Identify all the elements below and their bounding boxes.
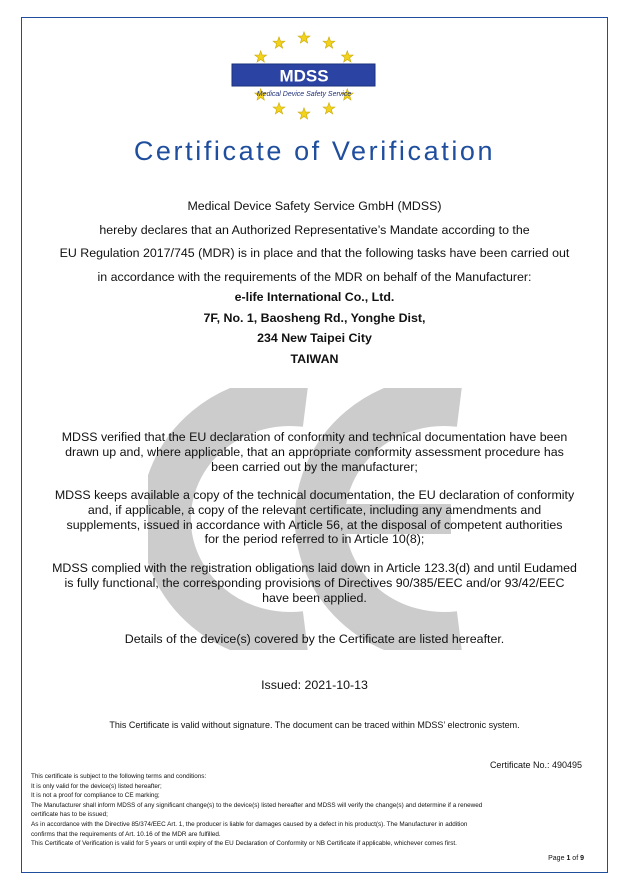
signature-validity-note: This Certificate is valid without signature. The document can be traced within MDSS’ electronic system.: [109, 720, 520, 730]
star-icon: [255, 51, 267, 62]
star-icon: [323, 37, 335, 48]
device-details-note: Details of the device(s) covered by the Certificate are listed hereafter.: [124, 632, 505, 646]
terms-line: It is not a proof for compliance to CE marking;: [31, 792, 160, 800]
terms-line: As in accordance with the Directive 85/374/EEC Art. 1, the producer is liable for damages caused by a defect in his product(s). The Manufacturer in addition: [31, 820, 468, 828]
certificate-number: Certificate No.: 490495: [489, 760, 582, 770]
intro-line: in accordance with the requirements of the MDR on behalf of the Manufacturer:: [97, 269, 532, 284]
paragraph-line: drawn up and, where applicable, that an appropriate conformity assessment procedure has: [65, 444, 564, 459]
star-icon: [298, 32, 310, 43]
terms-line: This Certificate of Verification is valid for 5 years or until expiry of the EU Declaration of Conformity or NB Certificate if applicable, whichever comes first.: [31, 840, 457, 848]
page-total: 9: [580, 855, 584, 862]
manufacturer-name: e-life International Co., Ltd.: [234, 290, 395, 304]
terms-line: certificate has to be issued;: [31, 811, 108, 819]
terms-line: confirms that the requirements of Art. 10.16 of the MDR are fulfilled.: [31, 830, 221, 838]
page-label: Page: [548, 855, 565, 862]
star-icon: [341, 51, 353, 62]
paragraph-line: been carried out by the manufacturer;: [211, 459, 418, 474]
paragraph-line: supplements, issued in accordance with Article 56, at the disposal of competent authorities: [66, 517, 563, 532]
intro-line: EU Regulation 2017/745 (MDR) is in place and that the following tasks have been carried out: [59, 246, 570, 260]
verification-paragraph: [40, 430, 589, 474]
declaration-intro: [0, 195, 629, 289]
issued-date: Issued: 2021-10-13: [261, 678, 368, 692]
paragraph-line: MDSS keeps available a copy of the technical documentation, the EU declaration of conformity: [54, 488, 575, 502]
logo-tagline-text: Medical Device Safety Service: [256, 91, 352, 98]
star-icon: [323, 103, 335, 114]
manufacturer-address: [0, 287, 629, 369]
page-of: of: [572, 855, 579, 862]
certificate-title: Certificate of Verification: [133, 136, 496, 166]
terms-line: The Manufacturer shall inform MDSS of any significant change(s) to the device(s) listed hereafter and MDSS will verify the change(s) and determine if a renewed: [31, 801, 483, 809]
paragraph-line: MDSS complied with the registration obligations laid down in Article 123.3(d) and until Eudamed: [52, 561, 577, 575]
paragraph-line: MDSS verified that the EU declaration of conformity and technical documentation have been: [61, 430, 568, 444]
mdss-logo: [0, 26, 629, 126]
paragraph-line: have been applied.: [262, 590, 367, 605]
terms-line: This certificate is subject to the following terms and conditions:: [31, 773, 207, 780]
manufacturer-city: 234 New Taipei City: [257, 331, 372, 346]
manufacturer-street: 7F, No. 1, Baosheng Rd., Yonghe Dist,: [203, 310, 426, 325]
star-icon: [273, 103, 285, 114]
manufacturer-country: TAIWAN: [290, 351, 339, 366]
paragraph-line: is fully functional, the corresponding provisions of Directives 90/385/EEC and/or 93/42/EEC: [64, 575, 565, 590]
intro-line: Medical Device Safety Service GmbH (MDSS): [187, 199, 442, 213]
star-icon: [298, 108, 310, 119]
registration-paragraph: [40, 561, 589, 605]
documentation-paragraph: [40, 488, 589, 547]
paragraph-line: for the period referred to in Article 10(8);: [204, 532, 425, 547]
star-icon: [273, 37, 285, 48]
logo-brand-text: MDSS: [279, 66, 329, 86]
intro-line: hereby declares that an Authorized Representative’s Mandate according to the: [99, 222, 530, 237]
terms-and-conditions: [31, 772, 591, 849]
paragraph-line: and, if applicable, a copy of the relevant certificate, including any amendments and: [87, 502, 542, 517]
page-number: [548, 855, 584, 862]
page-current: 1: [566, 855, 571, 862]
terms-line: It is only valid for the device(s) listed hereafter;: [31, 782, 162, 790]
